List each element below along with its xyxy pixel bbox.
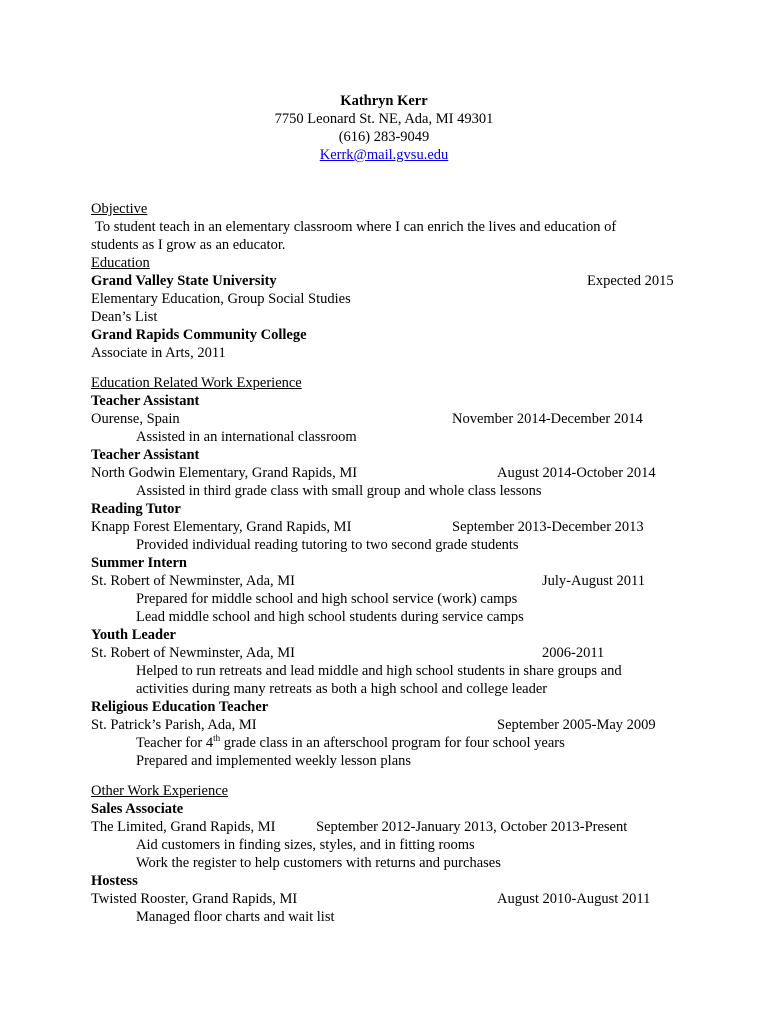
job-place: Twisted Rooster, Grand Rapids, MI	[91, 891, 298, 907]
job-duty: Assisted in an international classroom	[136, 429, 357, 445]
job-duty: Assisted in third grade class with small group and whole class lessons	[136, 483, 542, 499]
resume-body	[91, 200, 691, 926]
other-work-heading: Other Work Experience	[91, 783, 229, 799]
job-duty-with-superscript	[91, 734, 691, 752]
phone: (616) 283-9049	[338, 129, 430, 145]
school-entry-gvsu	[91, 272, 691, 290]
objective-text-line-1: To student teach in an elementary classroom where I can enrich the lives and education of	[95, 219, 617, 235]
applicant-name: Kathryn Kerr	[340, 93, 428, 109]
duty-text: grade class in an afterschool program for four school years	[220, 735, 565, 751]
job-duty: Provided individual reading tutoring to two second grade students	[136, 537, 519, 553]
job-dates: September 2005-May 2009	[497, 717, 656, 733]
school-date: Expected 2015	[587, 273, 674, 289]
address: 7750 Leonard St. NE, Ada, MI 49301	[274, 111, 494, 127]
ordinal-suffix: th	[213, 733, 221, 743]
duty-text: Teacher for 4	[136, 735, 214, 751]
job-title: Reading Tutor	[91, 501, 181, 517]
job-place-row	[91, 464, 691, 482]
job-place: North Godwin Elementary, Grand Rapids, MI	[91, 465, 358, 481]
job-dates: August 2014-October 2014	[497, 465, 656, 481]
job-place: St. Robert of Newminster, Ada, MI	[91, 645, 296, 661]
job-place: The Limited, Grand Rapids, MI	[91, 819, 276, 835]
school-honor: Dean’s List	[91, 309, 158, 325]
job-title: Teacher Assistant	[91, 393, 200, 409]
job-duty: Lead middle school and high school students during service camps	[136, 609, 524, 625]
job-title: Youth Leader	[91, 627, 176, 643]
job-title: Religious Education Teacher	[91, 699, 269, 715]
school-name-grcc: Grand Rapids Community College	[91, 327, 307, 343]
job-duty: Managed floor charts and wait list	[136, 909, 335, 925]
resume-header	[0, 92, 768, 164]
objective-heading: Objective	[91, 201, 148, 217]
email-link[interactable]: Kerrk@mail.gvsu.edu	[319, 147, 449, 163]
job-place: St. Robert of Newminster, Ada, MI	[91, 573, 296, 589]
job-duty: Prepared and implemented weekly lesson plans	[136, 753, 412, 769]
job-dates: November 2014-December 2014	[452, 411, 643, 427]
job-dates: 2006-2011	[542, 645, 605, 661]
job-duty: Prepared for middle school and high school service (work) camps	[136, 591, 518, 607]
education-heading: Education	[91, 255, 150, 271]
school-degree: Associate in Arts, 2011	[91, 345, 226, 361]
job-title: Teacher Assistant	[91, 447, 200, 463]
job-dates: July-August 2011	[542, 573, 645, 589]
job-place-row	[91, 890, 691, 908]
job-place-row	[91, 818, 691, 836]
school-program: Elementary Education, Group Social Studies	[91, 291, 351, 307]
job-place: St. Patrick’s Parish, Ada, MI	[91, 717, 257, 733]
job-place-row	[91, 410, 691, 428]
job-dates: September 2013-December 2013	[452, 519, 644, 535]
job-duty: activities during many retreats as both a high school and college leader	[136, 681, 548, 697]
job-place: Ourense, Spain	[91, 411, 180, 427]
job-title: Sales Associate	[91, 801, 184, 817]
job-place-row	[91, 716, 691, 734]
job-place: Knapp Forest Elementary, Grand Rapids, MI	[91, 519, 352, 535]
job-dates: August 2010-August 2011	[497, 891, 651, 907]
job-duty: Helped to run retreats and lead middle and high school students in share groups and	[136, 663, 622, 679]
job-title: Hostess	[91, 873, 138, 889]
objective-text-line-2: students as I grow as an educator.	[91, 237, 286, 253]
job-place-row	[91, 518, 691, 536]
job-duty: Aid customers in finding sizes, styles, and in fitting rooms	[136, 837, 475, 853]
edu-work-heading: Education Related Work Experience	[91, 375, 302, 391]
job-title: Summer Intern	[91, 555, 187, 571]
job-place-row	[91, 572, 691, 590]
job-place-row	[91, 644, 691, 662]
job-duty: Work the register to help customers with returns and purchases	[136, 855, 501, 871]
job-dates: September 2012-January 2013, October 2013-Present	[316, 819, 628, 835]
school-name: Grand Valley State University	[91, 273, 277, 289]
